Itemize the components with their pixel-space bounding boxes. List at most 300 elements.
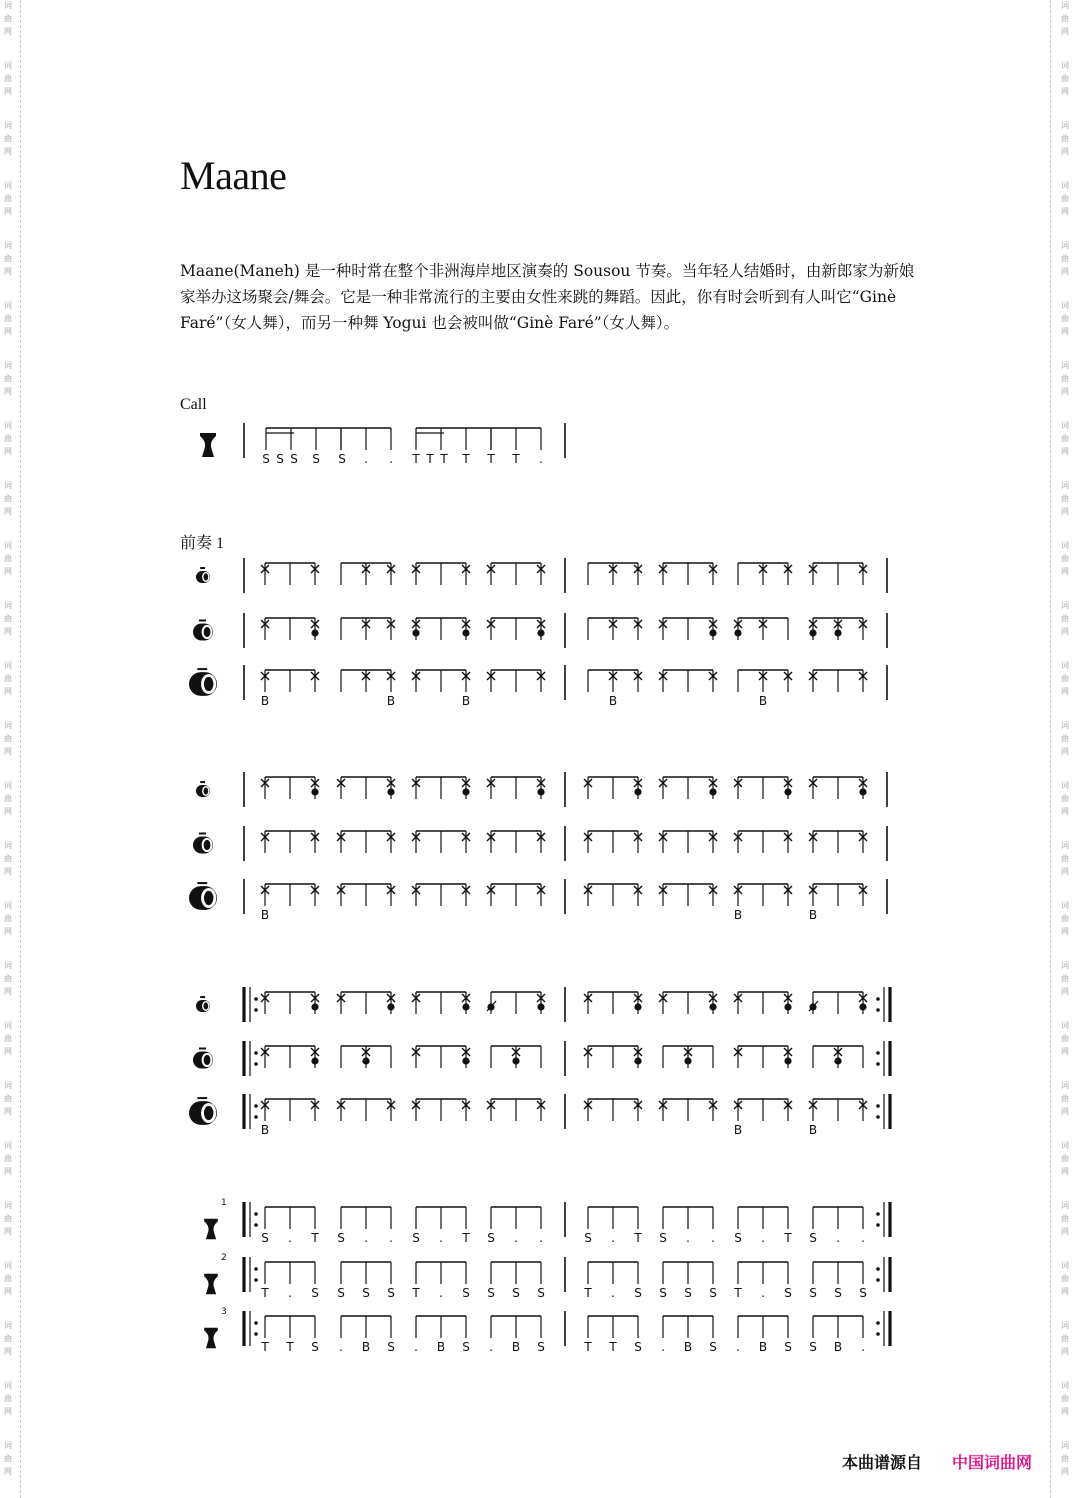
- watermark-glyph: 曲: [4, 74, 12, 83]
- bell-dot: [734, 629, 741, 636]
- watermark-glyph: 曲: [4, 1154, 12, 1163]
- djembe-stroke-label: S: [709, 1286, 717, 1300]
- bell-dot: [859, 1003, 866, 1010]
- watermark-glyph: 曲: [1061, 1154, 1069, 1163]
- djembe-stroke-label: S: [537, 1340, 545, 1354]
- djembe-stroke-label: .: [414, 1340, 418, 1354]
- watermark-glyph: 词: [1061, 481, 1069, 490]
- djembe-icon: [200, 433, 216, 457]
- watermark-glyph: 词: [1061, 1441, 1069, 1450]
- watermark-glyph: 词: [4, 1141, 12, 1150]
- watermark-glyph: 网: [4, 27, 12, 36]
- watermark-glyph: 词: [1061, 661, 1069, 670]
- watermark-glyph: 网: [4, 747, 12, 756]
- watermark-glyph: 网: [4, 327, 12, 336]
- watermark-glyph: 词: [4, 541, 12, 550]
- section-label-intro-1: 前奏 1: [180, 535, 225, 552]
- dundun-icon: [189, 883, 217, 910]
- repeat-dot: [254, 1008, 258, 1012]
- watermark-glyph: 曲: [1061, 734, 1069, 743]
- watermark-glyph: 曲: [4, 734, 12, 743]
- djembe-stroke-label: S: [311, 1340, 319, 1354]
- watermark-glyph: 曲: [4, 314, 12, 323]
- bell-dot: [462, 1003, 469, 1010]
- djembe-stroke-label: S: [462, 1340, 470, 1354]
- repeat-dot: [254, 1051, 258, 1055]
- watermark-glyph: 网: [4, 267, 12, 276]
- djembe-part-number: 3: [221, 1307, 227, 1317]
- dundun-icon: [193, 834, 213, 854]
- djembe-stroke-label: .: [389, 1231, 393, 1245]
- watermark-glyph: 网: [4, 1287, 12, 1296]
- drum-head-center: [204, 840, 211, 850]
- repeat-dot: [254, 1223, 258, 1227]
- watermark-glyph: 网: [1061, 807, 1069, 816]
- watermark-glyph: 曲: [1061, 1274, 1069, 1283]
- call-stroke-label: S: [262, 452, 270, 466]
- watermark-glyph: 词: [4, 661, 12, 670]
- watermark-glyph: 词: [4, 841, 12, 850]
- bass-label: B: [260, 908, 270, 922]
- dundun-icon: [196, 782, 210, 797]
- watermark-glyph: 曲: [4, 1214, 12, 1223]
- djembe-stroke-label: .: [439, 1231, 443, 1245]
- djembe-stroke-label: .: [761, 1231, 765, 1245]
- djembe-stroke-label: T: [261, 1340, 269, 1354]
- djembe-stroke-label: S: [809, 1286, 817, 1300]
- watermark-glyph: 曲: [1061, 1394, 1069, 1403]
- djembe-body: [204, 1219, 218, 1239]
- watermark-glyph: 曲: [4, 254, 12, 263]
- watermark-glyph: 网: [1061, 867, 1069, 876]
- drum-head-center: [203, 1002, 208, 1009]
- watermark-glyph: 曲: [4, 614, 12, 623]
- djembe-stroke-label: S: [784, 1286, 792, 1300]
- call-stroke-label: T: [440, 452, 448, 466]
- bass-label: B: [260, 694, 270, 708]
- watermark-glyph: 网: [1061, 207, 1069, 216]
- watermark-glyph: 词: [4, 481, 12, 490]
- djembe-stroke-label: .: [711, 1231, 715, 1245]
- bell-dot: [809, 629, 816, 636]
- watermark-glyph: 曲: [1061, 614, 1069, 623]
- repeat-dot: [876, 1278, 880, 1282]
- djembe-stroke-label: T: [734, 1286, 742, 1300]
- dundun-icon: [193, 1049, 213, 1069]
- watermark-glyph: 词: [4, 961, 12, 970]
- watermark-glyph: 词: [4, 1081, 12, 1090]
- repeat-dot: [254, 1062, 258, 1066]
- watermark-glyph: 网: [1061, 1107, 1069, 1116]
- djembe-stroke-label: S: [709, 1340, 717, 1354]
- djembe-stroke-label: S: [462, 1286, 470, 1300]
- djembe-stroke-label: .: [686, 1231, 690, 1245]
- watermark-glyph: 曲: [4, 1334, 12, 1343]
- bell-dot: [834, 629, 841, 636]
- watermark-glyph: 网: [1061, 747, 1069, 756]
- djembe-stroke-label: B: [683, 1340, 693, 1354]
- repeat-dot: [876, 1062, 880, 1066]
- watermark-glyph: 网: [4, 807, 12, 816]
- watermark-glyph: 词: [4, 1261, 12, 1270]
- djembe-icon: [204, 1328, 218, 1348]
- watermark-glyph: 网: [1061, 1047, 1069, 1056]
- watermark-glyph: 网: [1061, 327, 1069, 336]
- watermark-glyph: 网: [4, 567, 12, 576]
- dundun-icon: [193, 621, 213, 641]
- djembe-stroke-label: .: [439, 1286, 443, 1300]
- djembe-body: [200, 433, 216, 457]
- watermark-glyph: 词: [4, 181, 12, 190]
- watermark-glyph: 曲: [1061, 494, 1069, 503]
- repeat-dot: [876, 1267, 880, 1271]
- watermark-glyph: 曲: [4, 554, 12, 563]
- watermark-glyph: 曲: [4, 1394, 12, 1403]
- bell-dot: [512, 1057, 519, 1064]
- bell-dot: [412, 629, 419, 636]
- djembe-stroke-label: S: [734, 1231, 742, 1245]
- bass-label: B: [260, 1123, 270, 1137]
- bell-dot: [537, 1003, 544, 1010]
- djembe-stroke-label: B: [436, 1340, 446, 1354]
- watermark-glyph: 网: [1061, 567, 1069, 576]
- call-stroke-label: .: [364, 452, 368, 466]
- bass-label: B: [808, 1123, 818, 1137]
- repeat-dot: [254, 1332, 258, 1336]
- watermark-glyph: 网: [1061, 1467, 1069, 1476]
- djembe-stroke-label: .: [861, 1340, 865, 1354]
- djembe-stroke-label: S: [487, 1231, 495, 1245]
- watermark-glyph: 词: [1061, 1021, 1069, 1030]
- bell-dot: [859, 788, 866, 795]
- call-stroke-label: S: [290, 452, 298, 466]
- footer-site-name[interactable]: 中国词曲网: [952, 1453, 1033, 1472]
- repeat-dot: [876, 1212, 880, 1216]
- watermark-glyph: 词: [1061, 301, 1069, 310]
- djembe-stroke-label: T: [609, 1340, 617, 1354]
- djembe-stroke-label: .: [288, 1286, 292, 1300]
- call-stroke-label: T: [487, 452, 495, 466]
- watermark-glyph: 网: [4, 1107, 12, 1116]
- bell-dot: [634, 788, 641, 795]
- drum-head-center: [204, 677, 214, 691]
- watermark-glyph: 网: [4, 87, 12, 96]
- djembe-stroke-label: T: [311, 1231, 319, 1245]
- djembe-stroke-label: S: [487, 1286, 495, 1300]
- watermark-glyph: 曲: [1061, 1454, 1069, 1463]
- watermark-glyph: 词: [1061, 421, 1069, 430]
- bell-dot: [387, 788, 394, 795]
- djembe-stroke-label: T: [784, 1231, 792, 1245]
- footer-source-label: 本曲谱源自: [842, 1453, 923, 1472]
- watermark-glyph: 曲: [4, 494, 12, 503]
- watermark-glyph: 曲: [1061, 914, 1069, 923]
- watermark-glyph: 网: [4, 1167, 12, 1176]
- watermark-glyph: 词: [4, 121, 12, 130]
- watermark-glyph: 网: [1061, 1287, 1069, 1296]
- watermark-glyph: 词: [1061, 1381, 1069, 1390]
- watermark-glyph: 词: [4, 1441, 12, 1450]
- watermark-glyph: 词: [1061, 1201, 1069, 1210]
- repeat-dot: [876, 1332, 880, 1336]
- bell-dot: [311, 1057, 318, 1064]
- djembe-stroke-label: S: [684, 1286, 692, 1300]
- djembe-stroke-label: .: [736, 1340, 740, 1354]
- watermark-glyph: 网: [1061, 87, 1069, 96]
- watermark-glyph: 曲: [1061, 974, 1069, 983]
- watermark-glyph: 曲: [4, 374, 12, 383]
- repeat-dot: [876, 1008, 880, 1012]
- djembe-stroke-label: T: [584, 1286, 592, 1300]
- dundun-icon: [189, 1098, 217, 1125]
- watermark-glyph: 曲: [1061, 854, 1069, 863]
- djembe-part-number: 2: [221, 1253, 227, 1263]
- call-stroke-label: S: [276, 452, 284, 466]
- watermark-glyph: 词: [4, 1021, 12, 1030]
- bell-dot: [634, 1003, 641, 1010]
- djembe-stroke-label: S: [809, 1340, 817, 1354]
- watermark-glyph: 曲: [4, 434, 12, 443]
- djembe-stroke-label: .: [611, 1286, 615, 1300]
- watermark-glyph: 词: [1061, 121, 1069, 130]
- djembe-stroke-label: B: [758, 1340, 768, 1354]
- djembe-stroke-label: .: [288, 1231, 292, 1245]
- watermark-glyph: 词: [1061, 601, 1069, 610]
- watermark-glyph: 词: [4, 241, 12, 250]
- watermark-glyph: 网: [1061, 1347, 1069, 1356]
- bell-dot: [709, 788, 716, 795]
- drum-head-center: [204, 627, 211, 637]
- djembe-stroke-label: S: [387, 1286, 395, 1300]
- bass-label: B: [608, 694, 618, 708]
- watermark-glyph: 词: [1061, 181, 1069, 190]
- intro-paragraph: Maane(Maneh) 是一种时常在整个非洲海岸地区演奏的 Sousou 节奏。当年轻人结婚时，由新郎家为新娘家举办这场聚会/舞会。它是一种非常流行的主要由女性来跳的舞蹈。因此，你有时会听到有人叫它“Ginè Faré”（女人舞），而另一种舞 Yogui 也会被叫做“Ginè Faré”（女人舞）。: [180, 262, 915, 332]
- watermark-glyph: 曲: [4, 1454, 12, 1463]
- djembe-stroke-label: T: [634, 1231, 642, 1245]
- djembe-body: [204, 1274, 218, 1294]
- watermark-glyph: 网: [4, 507, 12, 516]
- repeat-dot: [254, 1104, 258, 1108]
- watermark-glyph: 词: [1061, 961, 1069, 970]
- watermark-glyph: 词: [1061, 541, 1069, 550]
- watermark-glyph: 曲: [1061, 794, 1069, 803]
- watermark-glyph: 曲: [1061, 134, 1069, 143]
- djembe-stroke-label: .: [489, 1340, 493, 1354]
- watermark-glyph: 网: [1061, 987, 1069, 996]
- repeat-dot: [254, 1321, 258, 1325]
- watermark-glyph: 词: [4, 61, 12, 70]
- bell-dot: [634, 1057, 641, 1064]
- watermark-glyph: 网: [1061, 447, 1069, 456]
- watermark-glyph: 网: [4, 207, 12, 216]
- djembe-stroke-label: S: [659, 1286, 667, 1300]
- djembe-stroke-label: S: [311, 1286, 319, 1300]
- watermark-glyph: 词: [1061, 1081, 1069, 1090]
- watermark-glyph: 网: [1061, 627, 1069, 636]
- watermark-glyph: 网: [4, 987, 12, 996]
- watermark-glyph: 词: [4, 601, 12, 610]
- watermark-glyph: 网: [1061, 267, 1069, 276]
- page-title: Maane: [180, 153, 287, 198]
- bell-dot: [362, 1057, 369, 1064]
- watermark-glyph: 曲: [1061, 434, 1069, 443]
- bell-dot: [537, 629, 544, 636]
- watermark-glyph: 词: [4, 361, 12, 370]
- watermark-glyph: 网: [4, 927, 12, 936]
- djembe-stroke-label: B: [361, 1340, 371, 1354]
- djembe-stroke-label: S: [537, 1286, 545, 1300]
- repeat-dot: [254, 1278, 258, 1282]
- watermark-glyph: 曲: [1061, 1034, 1069, 1043]
- watermark-glyph: 词: [1061, 361, 1069, 370]
- djembe-stroke-label: S: [261, 1231, 269, 1245]
- section-label-call: Call: [180, 396, 207, 413]
- watermark-glyph: 网: [4, 1407, 12, 1416]
- watermark-glyph: 网: [1061, 387, 1069, 396]
- watermark-glyph: 曲: [4, 14, 12, 23]
- watermark-glyph: 曲: [4, 1274, 12, 1283]
- watermark-glyph: 词: [1061, 1141, 1069, 1150]
- watermark-glyph: 网: [4, 867, 12, 876]
- djembe-stroke-label: .: [339, 1340, 343, 1354]
- djembe-stroke-label: S: [512, 1286, 520, 1300]
- watermark-glyph: 曲: [4, 1094, 12, 1103]
- watermark-glyph: 词: [1061, 1, 1069, 10]
- djembe-stroke-label: .: [836, 1231, 840, 1245]
- bell-dot: [387, 1003, 394, 1010]
- watermark-glyph: 网: [1061, 147, 1069, 156]
- watermark-glyph: 词: [4, 1321, 12, 1330]
- call-stroke-label: .: [539, 452, 543, 466]
- watermark-glyph: 曲: [1061, 74, 1069, 83]
- bell-dot: [709, 629, 716, 636]
- watermark-glyph: 词: [4, 301, 12, 310]
- repeat-dot: [254, 1115, 258, 1119]
- bell-dot: [462, 1057, 469, 1064]
- djembe-stroke-label: S: [859, 1286, 867, 1300]
- bell-dot: [784, 1057, 791, 1064]
- watermark-glyph: 网: [4, 687, 12, 696]
- call-stroke-label: T: [426, 452, 434, 466]
- watermark-glyph: 曲: [1061, 674, 1069, 683]
- djembe-stroke-label: T: [462, 1231, 470, 1245]
- djembe-part-number: 1: [221, 1198, 227, 1208]
- watermark-glyph: 曲: [1061, 314, 1069, 323]
- djembe-body: [204, 1328, 218, 1348]
- djembe-stroke-label: .: [514, 1231, 518, 1245]
- watermark-glyph: 网: [4, 147, 12, 156]
- bell-dot: [784, 788, 791, 795]
- watermark-glyph: 网: [1061, 1407, 1069, 1416]
- watermark-glyph: 网: [4, 1467, 12, 1476]
- watermark-glyph: 曲: [1061, 14, 1069, 23]
- djembe-stroke-label: B: [511, 1340, 521, 1354]
- djembe-stroke-label: .: [661, 1340, 665, 1354]
- repeat-dot: [876, 1223, 880, 1227]
- watermark-glyph: 曲: [1061, 254, 1069, 263]
- repeat-dot: [876, 997, 880, 1001]
- bell-dot: [834, 1057, 841, 1064]
- watermark-glyph: 词: [4, 901, 12, 910]
- djembe-stroke-label: .: [364, 1231, 368, 1245]
- repeat-dot: [876, 1115, 880, 1119]
- djembe-stroke-label: .: [611, 1231, 615, 1245]
- watermark-glyph: 曲: [4, 974, 12, 983]
- watermark-glyph: 词: [1061, 841, 1069, 850]
- watermark-glyph: 网: [4, 1047, 12, 1056]
- djembe-stroke-label: .: [761, 1286, 765, 1300]
- djembe-stroke-label: S: [387, 1340, 395, 1354]
- bell-dot: [311, 1003, 318, 1010]
- watermark-glyph: 曲: [4, 134, 12, 143]
- call-stroke-label: .: [389, 452, 393, 466]
- call-stroke-label: S: [338, 452, 346, 466]
- watermark-glyph: 词: [1061, 61, 1069, 70]
- watermark-glyph: 曲: [1061, 194, 1069, 203]
- call-stroke-label: T: [412, 452, 420, 466]
- watermark-glyph: 网: [4, 627, 12, 636]
- watermark-glyph: 网: [4, 387, 12, 396]
- watermark-glyph: 词: [1061, 1321, 1069, 1330]
- djembe-icon: [204, 1274, 218, 1294]
- watermark-glyph: 网: [4, 1227, 12, 1236]
- watermark-glyph: 网: [1061, 927, 1069, 936]
- bell-dot: [311, 629, 318, 636]
- djembe-stroke-label: S: [362, 1286, 370, 1300]
- drum-head-center: [204, 1106, 214, 1120]
- repeat-dot: [254, 1212, 258, 1216]
- djembe-stroke-label: .: [539, 1231, 543, 1245]
- watermark-glyph: 网: [1061, 27, 1069, 36]
- dundun-icon: [189, 669, 217, 696]
- watermark-glyph: 曲: [1061, 1334, 1069, 1343]
- watermark-glyph: 曲: [4, 194, 12, 203]
- bass-label: B: [733, 1123, 743, 1137]
- repeat-dot: [876, 1104, 880, 1108]
- djembe-stroke-label: B: [833, 1340, 843, 1354]
- bell-dot: [537, 788, 544, 795]
- bass-label: B: [461, 694, 471, 708]
- repeat-dot: [254, 1267, 258, 1271]
- drum-head-center: [203, 573, 208, 580]
- repeat-dot: [876, 1321, 880, 1325]
- djembe-stroke-label: S: [634, 1286, 642, 1300]
- watermark-glyph: 词: [4, 721, 12, 730]
- bell-dot: [311, 788, 318, 795]
- watermark-glyph: 词: [1061, 781, 1069, 790]
- watermark-glyph: 曲: [1061, 374, 1069, 383]
- djembe-stroke-label: S: [809, 1231, 817, 1245]
- watermark-glyph: 网: [4, 447, 12, 456]
- bell-dot: [684, 1057, 691, 1064]
- watermark-glyph: 词: [1061, 901, 1069, 910]
- djembe-stroke-label: .: [861, 1231, 865, 1245]
- watermark-glyph: 网: [1061, 507, 1069, 516]
- call-stroke-label: S: [312, 452, 320, 466]
- watermark-glyph: 曲: [4, 854, 12, 863]
- watermark-glyph: 曲: [1061, 1094, 1069, 1103]
- watermark-glyph: 曲: [4, 1034, 12, 1043]
- djembe-stroke-label: S: [584, 1231, 592, 1245]
- repeat-dot: [876, 1051, 880, 1055]
- repeat-dot: [254, 997, 258, 1001]
- djembe-stroke-label: S: [784, 1340, 792, 1354]
- watermark-glyph: 词: [1061, 241, 1069, 250]
- watermark-glyph: 曲: [4, 914, 12, 923]
- djembe-stroke-label: S: [412, 1231, 420, 1245]
- djembe-stroke-label: T: [261, 1286, 269, 1300]
- call-stroke-label: T: [512, 452, 520, 466]
